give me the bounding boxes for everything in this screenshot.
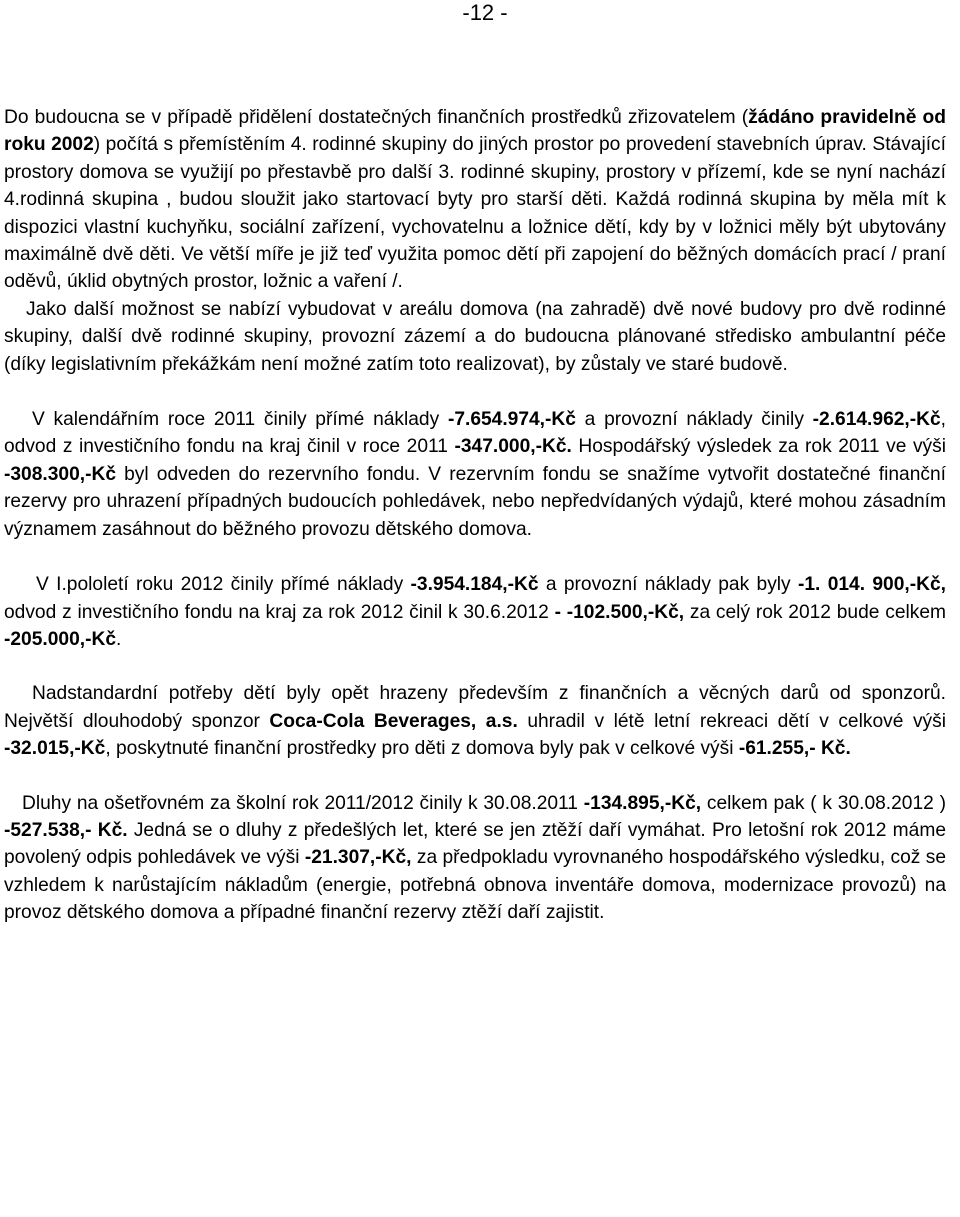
- text-span: uhradil v létě letní rekreaci dětí v celkové výši: [517, 710, 946, 732]
- bold-span: -347.000,-Kč.: [454, 436, 572, 458]
- paragraph-costs-2012: [4, 571, 946, 653]
- text-span: celkem pak ( k 30.08.2012 ): [701, 792, 947, 814]
- bold-span: -3.954.184,-Kč: [410, 574, 539, 596]
- bold-span: -2.614.962,-Kč: [812, 409, 941, 431]
- page-number: -12 -: [462, 0, 508, 25]
- text-span: Do budoucna se v případě přidělení dostatečných finančních prostředků zřizovatelem (: [4, 107, 749, 128]
- text-span: V I.pololetí roku 2012 činily přímé náklady: [36, 574, 411, 596]
- document-body: [4, 104, 946, 927]
- text-span: a provozní náklady pak byly: [538, 574, 798, 596]
- paragraph-costs-2011: [4, 406, 946, 543]
- bold-span: -32.015,-Kč: [4, 738, 106, 760]
- text-span: V kalendářním roce 2011 činily přímé náklady: [32, 409, 448, 431]
- paragraph-sponsors: [4, 680, 946, 762]
- text-span: byl odveden do rezervního fondu. V rezervním fondu se snažíme vytvořit dostatečné finanční rezervy pro uhrazení případných budoucích pohledávek, nebo nepředvídaných výdajů, které mohou zásadním významem zasáhnout do běžného provozu dětského domova.: [4, 463, 946, 540]
- bold-span: -527.538,- Kč.: [4, 819, 128, 841]
- text-span: , odvod z investičního fondu na kraj činil v roce 2011: [4, 409, 946, 458]
- text-span: Nadstandardní potřeby dětí byly opět hrazeny především z finančních a věcných darů od sponzorů. Největší dlouhodobý sponzor: [4, 683, 946, 732]
- paragraph-relocation-plan: [4, 104, 946, 296]
- text-span: Dluhy na ošetřovném za školní rok 2011/2012 činily k 30.08.2011: [22, 792, 584, 814]
- text-span: , poskytnuté finanční prostředky pro děti z domova byly pak v celkové výši: [105, 738, 739, 760]
- text-span: za celý rok 2012 bude celkem: [684, 601, 946, 623]
- text-span: a provozní náklady činily: [575, 409, 813, 431]
- text-span: odvod z investičního fondu na kraj za rok 2012 činil k 30.6.2012: [4, 601, 555, 623]
- bold-span: -205.000,-Kč: [4, 628, 116, 650]
- bold-span: -7.654.974,-Kč: [447, 409, 576, 431]
- paragraph-debts: [4, 790, 946, 927]
- bold-span: žádáno pravidelně od roku 2002: [4, 107, 946, 156]
- bold-span: -21.307,-Kč,: [304, 847, 412, 869]
- text-span: Jako další možnost se nabízí vybudovat v areálu domova (na zahradě) dvě nové budovy pro dvě rodinné skupiny, další dvě rodinné skupiny, provozní zázemí a do budoucna plánované středisko ambulantní péče (díky legislativním překážkám není možné zatím toto realizovat), by zůstaly ve staré budově.: [4, 298, 946, 375]
- paragraph-new-buildings: [4, 296, 946, 378]
- text-span: .: [116, 628, 122, 650]
- text-span: za předpokladu vyrovnaného hospodářského výsledku, což se vzhledem k narůstajícím nákladům (energie, potřebná obnova inventáře domova, modernizace provozů) na provoz dětského domova a případné finanční rezervy ztěží daří zajistit.: [4, 847, 946, 924]
- bold-span: -308.300,-Kč: [4, 463, 116, 485]
- text-span: Hospodářský výsledek za rok 2011 ve výši: [571, 436, 946, 458]
- bold-span: -1. 014. 900,-Kč,: [797, 574, 946, 596]
- bold-span: Coca-Cola Beverages, a.s.: [269, 710, 518, 732]
- bold-span: - -102.500,-Kč,: [554, 601, 685, 623]
- bold-span: -134.895,-Kč,: [583, 792, 702, 814]
- text-span: ) počítá s přemístěním 4. rodinné skupiny do jiných prostor po provedení stavebních úprav. Stávající prostory domova se využijí po přestavbě pro další 3. rodinné skupiny, prostory v přízemí, kde se nyní nachází 4.rodinná skupina , budou sloužit jako startovací byty pro starší děti. Každá rodinná skupina by měla mít k dispozici vlastní kuchyňku, sociální zařízení, vychovatelnu a ložnice dětí, kdy by v ložnici měly být ubytovány maximálně dvě děti. Ve větší míře je již teď využita pomoc dětí při zapojení do běžných domácích prací / praní oděvů, úklid obytných prostor, ložnic a vaření /.: [4, 134, 946, 293]
- text-span: Jedná se o dluhy z předešlých let, které se jen ztěží daří vymáhat. Pro letošní rok 2012 máme povolený odpis pohledávek ve výši: [4, 819, 946, 869]
- bold-span: -61.255,- Kč.: [738, 738, 851, 760]
